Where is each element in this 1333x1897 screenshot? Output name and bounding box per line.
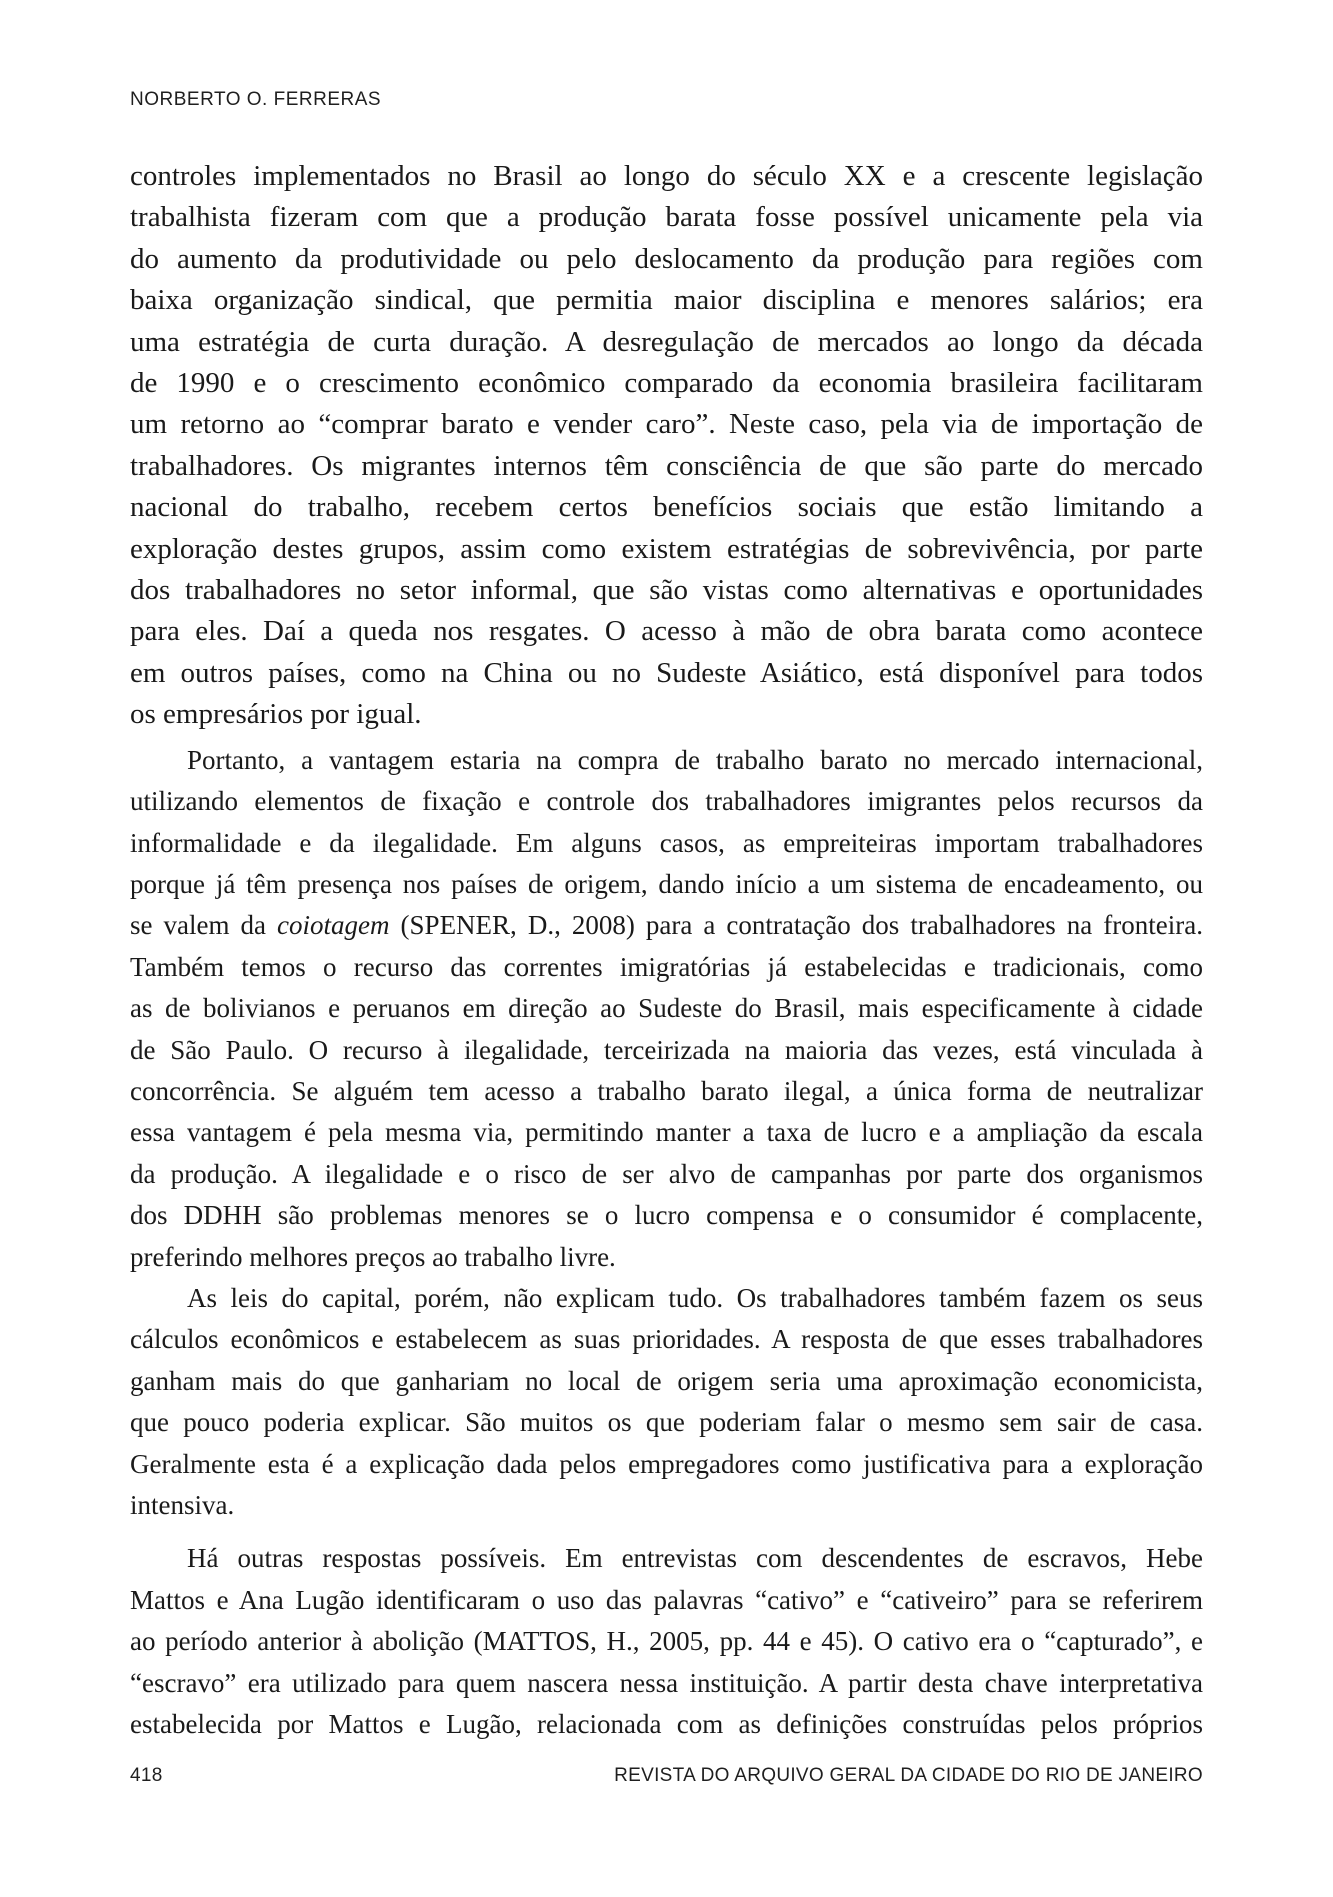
text-line: estabelecida por Mattos e Lugão, relacionada com as definições construídas pelos próprios <box>130 1709 1203 1740</box>
text-line: Geralmente esta é a explicação dada pelos empregadores como justificativa para a exploração <box>130 1448 1203 1479</box>
text-line: intensiva. <box>130 1490 235 1520</box>
text-line: Mattos e Ana Lugão identificaram o uso das palavras “cativo” e “cativeiro” para se referirem <box>130 1584 1203 1615</box>
text-line: ao período anterior à abolição (MATTOS, H., 2005, pp. 44 e 45). O cativo era o “capturado”, e <box>130 1626 1203 1657</box>
text-line: trabalhadores. Os migrantes internos têm consciência de que são parte do mercado <box>130 449 1203 482</box>
text-line: do aumento da produtividade ou pelo deslocamento da produção para regiões com <box>130 242 1203 275</box>
text-line: preferindo melhores preços ao trabalho livre. <box>130 1241 616 1272</box>
text-line: essa vantagem é pela mesma via, permitindo manter a taxa de lucro e a ampliação da escala <box>130 1117 1203 1148</box>
paragraph-3 <box>130 1278 1203 1526</box>
text-line: As leis do capital, porém, não explicam tudo. Os trabalhadores também fazem os seus <box>187 1282 1203 1313</box>
text-line: exploração destes grupos, assim como existem estratégias de sobrevivência, por parte <box>130 532 1203 565</box>
text-line: controles implementados no Brasil ao longo do século XX e a crescente legislação <box>130 160 1203 192</box>
text-line: informalidade e da ilegalidade. Em alguns casos, as empreiteiras importam trabalhadores <box>130 827 1203 858</box>
text-line: uma estratégia de curta duração. A desregulação de mercados ao longo da década <box>130 325 1203 358</box>
text-line: as de bolivianos e peruanos em direção ao Sudeste do Brasil, mais especificamente à cidade <box>130 993 1203 1024</box>
text-line: dos trabalhadores no setor informal, que são vistas como alternativas e oportunidades <box>130 574 1203 607</box>
text-line: dos DDHH são problemas menores se o lucro compensa e o consumidor é complacente, <box>130 1200 1203 1231</box>
text-line: Portanto, a vantagem estaria na compra de trabalho barato no mercado internacional, <box>187 744 1203 775</box>
text-line: cálculos econômicos e estabelecem as suas prioridades. A resposta de que esses trabalhadores <box>130 1324 1203 1355</box>
text-line: de 1990 e o crescimento econômico comparado da economia brasileira facilitaram <box>130 367 1203 400</box>
text-line: baixa organização sindical, que permitia maior disciplina e menores salários; era <box>130 284 1203 317</box>
text-line: ganham mais do que ganhariam no local de origem seria uma aproximação economicista, <box>130 1365 1203 1396</box>
text-line: da produção. A ilegalidade e o risco de ser alvo de campanhas por parte dos organismos <box>130 1158 1203 1189</box>
text-line: que pouco poderia explicar. São muitos os que poderiam falar o mesmo sem sair de casa. <box>130 1407 1203 1438</box>
text-line: concorrência. Se alguém tem acesso a trabalho barato ilegal, a única forma de neutralizar <box>130 1075 1203 1106</box>
running-head: NORBERTO O. FERRERAS <box>130 89 382 110</box>
journal-title: REVISTA DO ARQUIVO GERAL DA CIDADE DO RIO DE JANEIRO <box>614 1765 1203 1786</box>
page-number: 418 <box>130 1765 163 1786</box>
text-line: em outros países, como na China ou no Sudeste Asiático, está disponível para todos <box>130 656 1203 689</box>
text-line: “escravo” era utilizado para quem nascera nessa instituição. A partir desta chave interpretativa <box>130 1667 1203 1698</box>
page-footer <box>130 1765 1203 1787</box>
text-line: porque já têm presença nos países de origem, dando início a um sistema de encadeamento, ou <box>130 868 1203 899</box>
text-line: Há outras respostas possíveis. Em entrevistas com descendentes de escravos, Hebe <box>187 1543 1203 1574</box>
text-line: Também temos o recurso das correntes imigratórias já estabelecidas e tradicionais, como <box>130 951 1203 982</box>
text-line: os empresários por igual. <box>130 698 422 731</box>
text-line: um retorno ao “comprar barato e vender caro”. Neste caso, pela via de importação de <box>130 408 1203 441</box>
italic-term: coiotagem <box>277 910 390 941</box>
line-prefix: se valem da <box>130 910 278 941</box>
paragraph-4 <box>130 1538 1203 1745</box>
text-line-with-italic <box>130 905 1203 946</box>
line-suffix: (SPENER, D., 2008) para a contratação dos trabalhadores na fronteira. <box>389 910 1203 941</box>
body-text <box>130 156 1203 1745</box>
text-line: utilizando elementos de fixação e controle dos trabalhadores imigrantes pelos recursos da <box>130 786 1203 817</box>
paragraph-1 <box>130 156 1203 736</box>
text-line: para eles. Daí a queda nos resgates. O acesso à mão de obra barata como acontece <box>130 615 1203 648</box>
text-line: de São Paulo. O recurso à ilegalidade, terceirizada na maioria das vezes, está vinculada à <box>130 1034 1203 1065</box>
text-line: nacional do trabalho, recebem certos benefícios sociais que estão limitando a <box>130 491 1203 524</box>
text-line: trabalhista fizeram com que a produção barata fosse possível unicamente pela via <box>130 201 1203 234</box>
paragraph-2 <box>130 740 1203 1278</box>
